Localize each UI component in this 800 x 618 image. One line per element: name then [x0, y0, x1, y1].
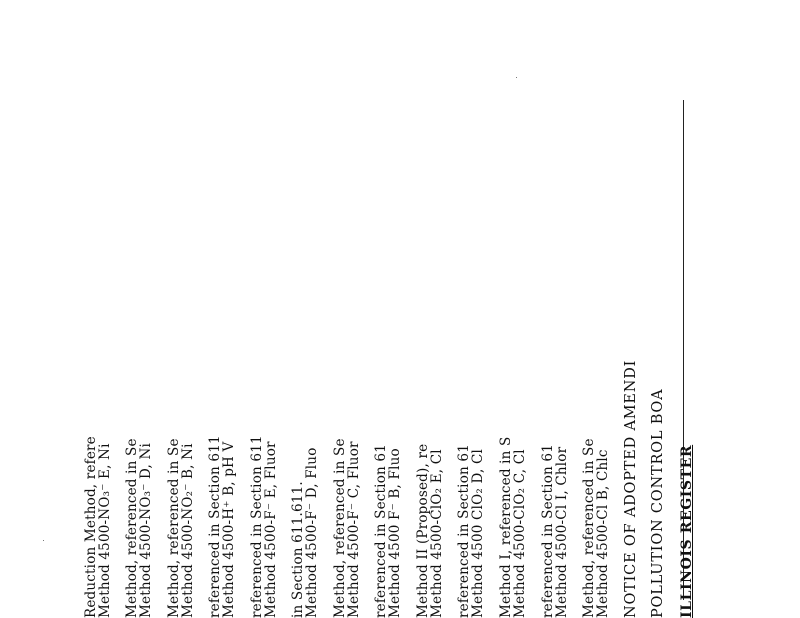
text-line: Method 4500-ClO₂ E, Cl	[429, 449, 445, 618]
text-line: Method 4500-F⁻ D, Fluo	[304, 447, 320, 618]
text-line: Method, referenced in Se	[581, 438, 597, 618]
text-line: Method 4500-H⁺ B, pH V	[221, 441, 237, 618]
scan-speck	[43, 540, 44, 541]
text-line: Method 4500-F⁻ C, Fluor	[346, 441, 362, 618]
text-line: referenced in Section 611	[207, 435, 223, 618]
text-line: Method 4500 F⁻ B, Fluo	[387, 448, 403, 618]
text-line: Method, referenced in Se	[332, 438, 348, 618]
board-title: POLLUTION CONTROL BOA	[650, 388, 666, 618]
text-line: Method, referenced in Se	[166, 438, 182, 618]
text-line: Method 4500-NO₂⁻ B, Ni	[180, 443, 196, 618]
register-header: ILLINOIS REGISTER	[679, 444, 695, 618]
text-line: referenced in Section 61	[540, 444, 556, 618]
text-line: Method 4500-ClO₂ C, Cl	[512, 449, 528, 618]
text-line: Method 4500-Cl I, Chlor	[554, 446, 570, 618]
text-line: Method 4500 ClO₂ D, Cl	[470, 448, 486, 618]
text-line: Method 4500-NO₃⁻ D, Ni	[138, 442, 154, 618]
text-line: Method, referenced in Se	[124, 438, 140, 618]
text-line: in Section 611.611.	[290, 481, 306, 618]
text-line: Method 4500-NO₃⁻ E, Ni	[97, 443, 113, 618]
text-line: Method II (Proposed), re	[415, 443, 431, 618]
text-line: referenced in Section 61	[456, 444, 472, 618]
text-line: Method 4500-Cl B, Chlc	[595, 449, 611, 618]
text-line: Reduction Method, refere	[83, 436, 99, 618]
scan-speck	[516, 77, 517, 78]
text-line: referenced in Section 611	[249, 435, 265, 618]
text-line: Method I, referenced in S	[498, 436, 514, 618]
text-line: Method 4500-F⁻ E, Fluor	[263, 441, 279, 618]
text-line: referenced in Section 61	[373, 444, 389, 618]
notice-title: NOTICE OF ADOPTED AMENDI	[623, 359, 639, 618]
